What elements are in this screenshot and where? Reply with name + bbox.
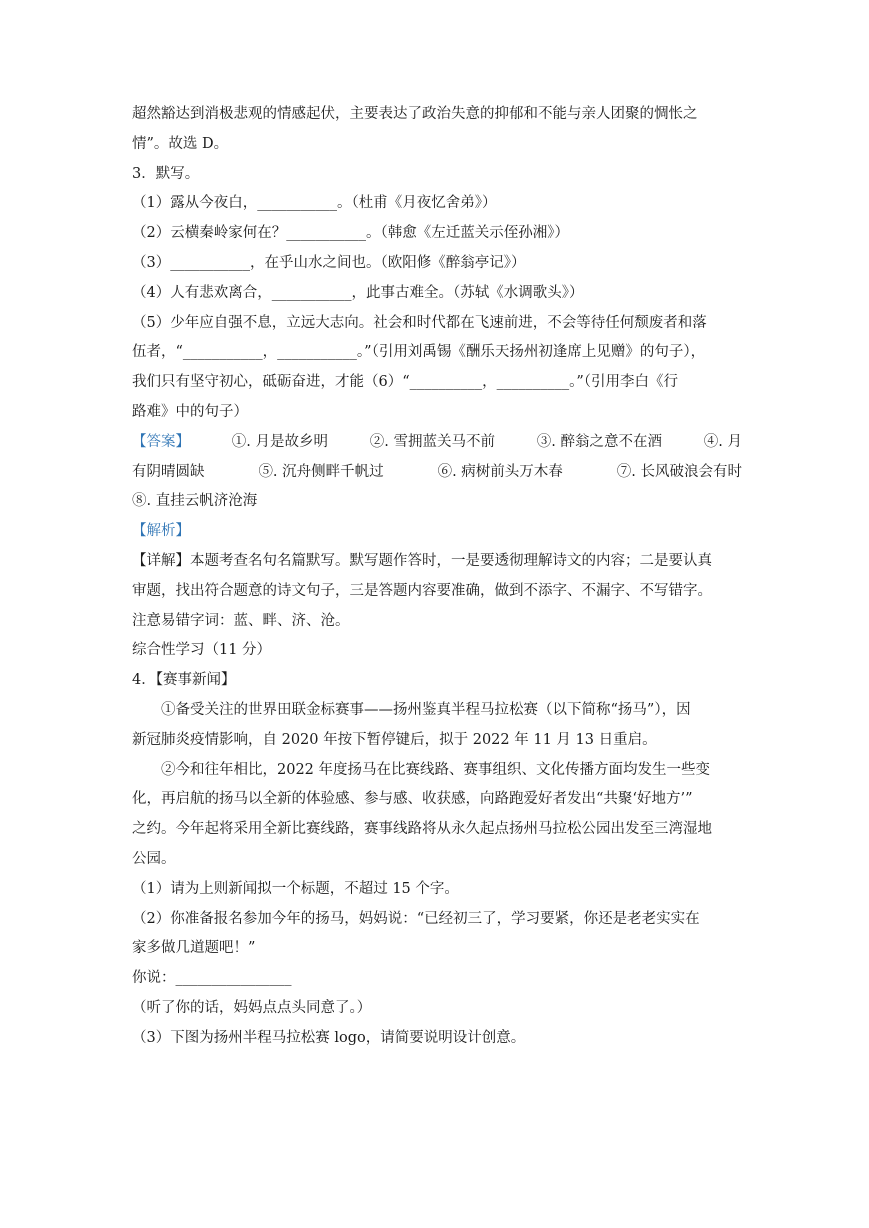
news-paragraph-2: ②今和往年相比，2022 年度扬马在比赛线路、赛事组织、文化传播方面均发生一些变 xyxy=(161,761,711,778)
answer-tag: 【答案】 xyxy=(132,433,190,450)
answer-item: 有阴晴圆缺 xyxy=(132,463,205,480)
question-3-item-1: （1）露从今夜白，___________。（杜甫《月夜忆舍弟》） xyxy=(132,195,497,212)
detail-tag: 【详解】 xyxy=(132,552,190,569)
news-paragraph-2-cont: 公园。 xyxy=(132,850,176,867)
question-4-item-3: （3）下图为扬州半程马拉松赛 logo，请简要说明设计创意。 xyxy=(132,1029,526,1046)
document-page xyxy=(132,100,742,1054)
answer-item: ①. 月是故乡明 xyxy=(231,433,328,450)
text-line: 情”。故选 D。 xyxy=(132,135,229,152)
question-3-item-3: （3）___________，在乎山水之间也。（欧阳修《醉翁亭记》） xyxy=(132,254,526,271)
question-4-item-2-cont: 家多做几道题吧！” xyxy=(132,940,256,957)
answer-item: ②. 雪拥蓝关马不前 xyxy=(369,433,495,450)
answer-item: ⑦. 长风破浪会有时 xyxy=(616,463,742,480)
analysis-text: 本题考查名句名篇默写。默写题作答时，一是要透彻理解诗文的内容；二是要认真 xyxy=(190,552,712,569)
question-3-item-5-cont: 路难》中的句子） xyxy=(132,403,248,420)
question-4-item-2-note: （听了你的话，妈妈点点头同意了。） xyxy=(132,999,372,1016)
analysis-heading xyxy=(132,517,742,547)
news-paragraph-1: ①备受关注的世界田联金标赛事——扬州鉴真半程马拉松赛（以下简称“扬马”），因 xyxy=(161,701,691,718)
analysis-tag: 【解析】 xyxy=(132,523,190,540)
analysis-line: 注意易错字词：蓝、畔、济、沧。 xyxy=(132,612,350,629)
news-paragraph-2-cont: 化，再启航的扬马以全新的体验感、参与感、收获感，向路跑爱好者发出“共聚‘好地方’” xyxy=(132,791,693,808)
question-4-title: 4．【赛事新闻】 xyxy=(132,672,236,689)
question-3-item-4: （4）人有悲欢离合，___________，此事古难全。（苏轼《水调歌头》） xyxy=(132,284,584,301)
question-4-item-1: （1）请为上则新闻拟一个标题，不超过 15 个字。 xyxy=(132,880,459,897)
section-title: 综合性学习（11 分） xyxy=(132,642,272,659)
analysis-line: 审题，找出符合题意的诗文句子，三是答题内容要准确，做到不添字、不漏字、不写错字。 xyxy=(132,582,712,599)
analysis-line xyxy=(132,547,742,577)
question-3-title: 3．默写。 xyxy=(132,165,200,182)
news-paragraph-2-cont: 之约。今年起将采用全新比赛线路，赛事线路将从永久起点扬州马拉松公园出发至三湾湿地 xyxy=(132,821,712,838)
question-4-item-2-answer: 你说：________________ xyxy=(132,970,292,987)
question-3-item-2: （2）云横秦岭家何在？___________。（韩愈《左迁蓝关示侄孙湘》） xyxy=(132,225,569,242)
question-3-item-5-cont: 伍者，“___________，___________。”（引用刘禹锡《酬乐天扬州初逢席上见赠》的句子）， xyxy=(132,344,706,361)
answer-row-2 xyxy=(132,458,742,488)
answer-item: ③. 醉翁之意不在酒 xyxy=(536,433,662,450)
text-line: 超然豁达到消极悲观的情感起伏，主要表达了政治失意的抑郁和不能与亲人团聚的惆怅之 xyxy=(132,106,698,122)
news-paragraph-1-cont: 新冠肺炎疫情影响，自 2020 年按下暂停键后，拟于 2022 年 11 月 13 日重启。 xyxy=(132,731,657,748)
answer-item: ④. 月 xyxy=(703,433,742,450)
answer-item: ⑥. 病树前头万木春 xyxy=(437,463,563,480)
question-4-item-2: （2）你准备报名参加今年的扬马，妈妈说：“已经初三了，学习要紧，你还是老老实实在 xyxy=(132,910,700,927)
question-3-item-5: （5）少年应自强不息，立远大志向。社会和时代都在飞速前进，不会等待任何颓废者和落 xyxy=(132,314,707,331)
answer-row-1 xyxy=(132,428,742,458)
question-3-item-5-cont: 我们只有坚守初心，砥砺奋进，才能（6）“__________，__________。”（引用李白《行 xyxy=(132,374,679,391)
answer-row-3: ⑧. 直挂云帆济沧海 xyxy=(132,493,258,510)
answer-item: ⑤. 沉舟侧畔千帆过 xyxy=(258,463,384,480)
